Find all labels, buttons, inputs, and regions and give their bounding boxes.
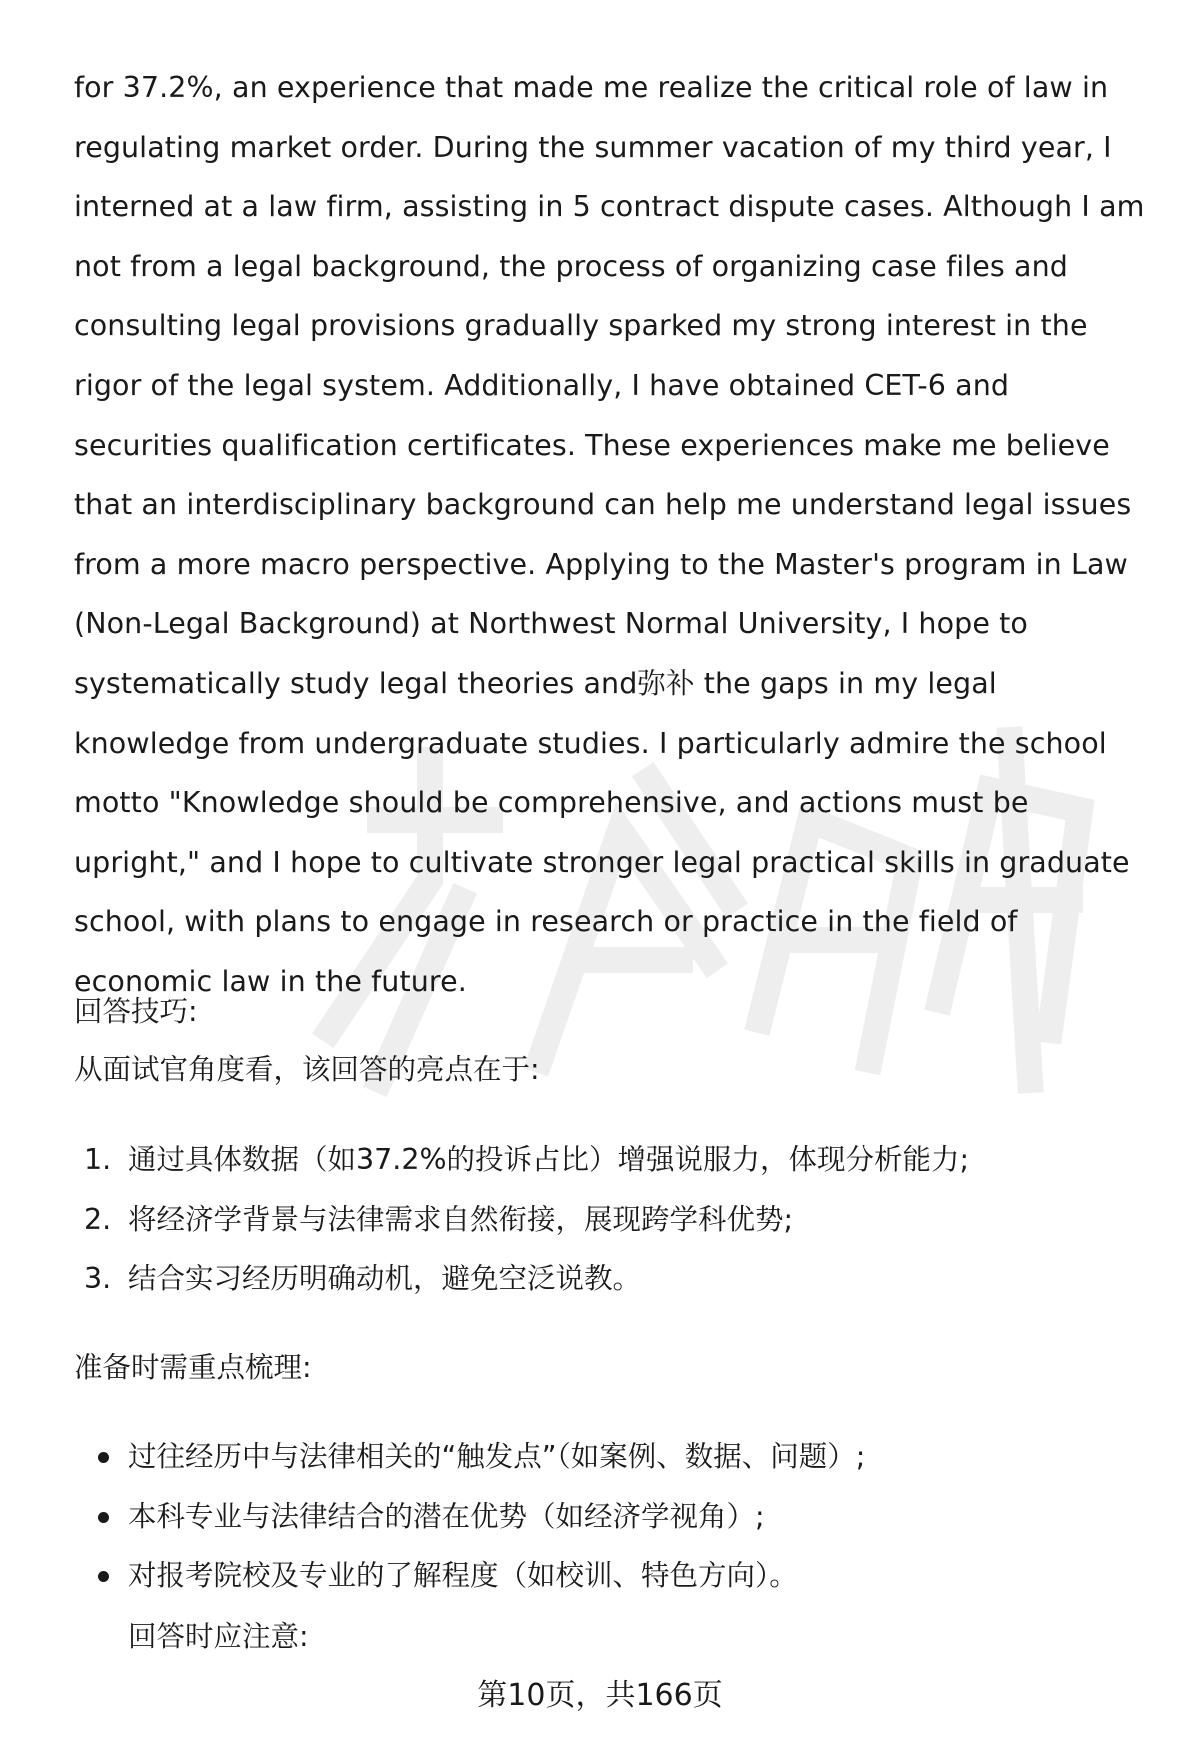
list-number: 2.	[84, 1202, 112, 1236]
prep-heading: 准备时需重点梳理:	[74, 1351, 312, 1384]
bullet-icon	[98, 1452, 109, 1463]
answer-notes-heading: 回答时应注意:	[128, 1620, 309, 1653]
list-item-text: 将经济学背景与法律需求自然衔接，展现跨学科优势;	[128, 1202, 794, 1236]
list-item	[74, 1497, 865, 1557]
list-item-text: 结合实习经历明确动机，避免空泛说教。	[128, 1262, 642, 1295]
tips-intro: 从面试官角度看，该回答的亮点在于:	[74, 1053, 540, 1086]
list-item-text: 通过具体数据（如37.2%的投诉占比）增强说服力，体现分析能力;	[128, 1143, 970, 1176]
prep-bullet-list	[74, 1437, 865, 1616]
page-indicator: 第10页，共166页	[477, 1678, 723, 1713]
list-item-text: 对报考院校及专业的了解程度（如校训、特色方向）。	[128, 1559, 798, 1592]
tips-heading: 回答技巧:	[74, 995, 198, 1028]
list-number: 3.	[84, 1262, 112, 1295]
bullet-icon	[98, 1512, 109, 1523]
list-item	[74, 1437, 865, 1497]
highlights-list	[74, 1140, 969, 1319]
bullet-icon	[98, 1571, 109, 1582]
list-number: 1.	[84, 1143, 112, 1176]
list-item	[74, 1140, 969, 1200]
essay-paragraph: for 37.2%, an experience that made me realize the critical role of law in regulating market order. During the summer vacation of my third year, I interned at a law firm, assisting in 5 contract dispute cases. Although I am not from a legal background, the process of organizing case files and consulting legal provisions gradually sparked my strong interest in the rigor of the legal system. Additionally, I have obtained CET-6 and securities qualification certificates. These experiences make me believe that an interdisciplinary background can help me understand legal issues from a more macro perspective. Applying to the Master's program in Law (Non-Legal Background) at Northwest Normal University, I hope to systematically study legal theories and弥补 the gaps in my legal knowledge from undergraduate studies. I particularly admire the school motto "Knowledge should be comprehensive, and actions must be upright," and I hope to cultivate stronger legal practical skills in graduate school, with plans to engage in research or practice in the field of economic law in the future.	[74, 71, 1145, 998]
list-item	[74, 1259, 969, 1319]
list-item-text: 过往经历中与法律相关的“触发点”（如案例、数据、问题）;	[128, 1440, 866, 1473]
list-item-text: 本科专业与法律结合的潜在优势（如经济学视角）;	[128, 1499, 765, 1533]
list-item	[74, 1556, 865, 1616]
list-item	[74, 1200, 969, 1260]
